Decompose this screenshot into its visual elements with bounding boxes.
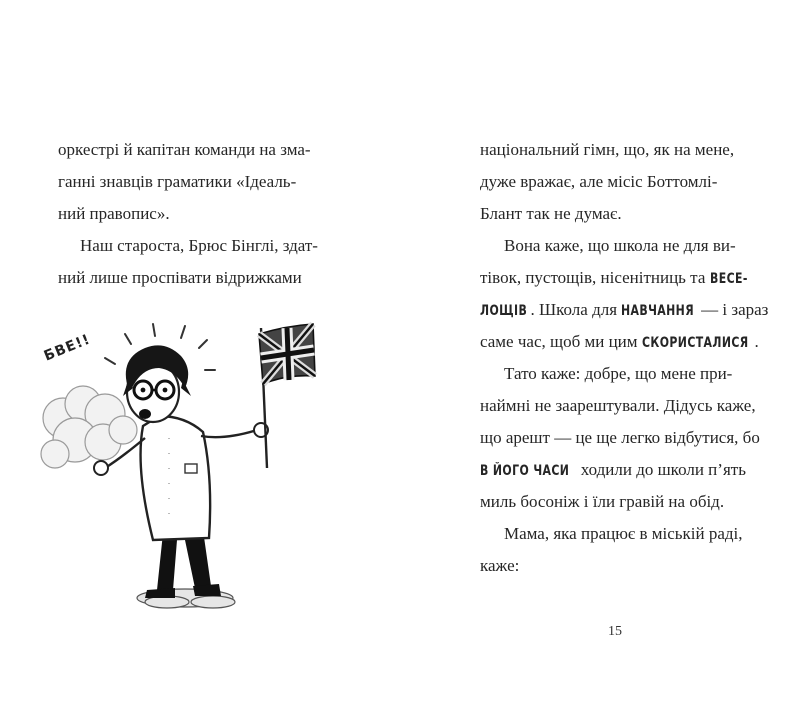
burp-sound-label: БВЕ!! bbox=[41, 331, 93, 365]
emphasis-word: ВЕСЕ- bbox=[709, 271, 748, 287]
text-line: миль босоніж і їли гравій на обід. bbox=[480, 492, 725, 511]
right-page bbox=[400, 0, 800, 710]
text-line: Блант так не думає. bbox=[480, 204, 622, 223]
boy-with-flag-drawing bbox=[35, 318, 335, 618]
emphasis-word: В ЙОГО ЧАСИ bbox=[480, 463, 570, 479]
emphasis-word: СКОРИСТАЛИСЯ bbox=[641, 335, 749, 351]
text-line: саме час, щоб ми цим СКОРИСТАЛИСЯ . bbox=[480, 332, 759, 351]
text-line: ЛОЩІВ . Школа для НАВЧАННЯ — і зараз bbox=[480, 300, 769, 319]
text-line: В ЙОГО ЧАСИ ходили до школи п’ять bbox=[480, 460, 746, 479]
text-line: тівок, пустощів, нісенітниць та ВЕСЕ- bbox=[480, 268, 748, 287]
text-line: Тато каже: добре, що мене при- bbox=[504, 364, 733, 383]
text-line: ний правопис». bbox=[58, 204, 170, 223]
text-line: каже: bbox=[480, 556, 520, 575]
illustration-burping-boy bbox=[35, 318, 335, 623]
text-line: дуже вражає, але місіс Боттомлі- bbox=[480, 172, 718, 191]
text-line: національний гімн, що, як на мене, bbox=[480, 140, 735, 159]
text-line: наймні не заарештували. Дідусь каже, bbox=[480, 396, 756, 415]
text-line: Мама, яка працює в міській раді, bbox=[504, 524, 743, 543]
union-flag-icon bbox=[259, 324, 315, 384]
text-line: оркестрі й капітан команди на зма- bbox=[58, 140, 311, 159]
text-line: ганні знавців граматики «Ідеаль- bbox=[58, 172, 297, 191]
text-line: Вона каже, що школа не для ви- bbox=[504, 236, 736, 255]
page-number: 15 bbox=[608, 624, 622, 639]
emphasis-word: НАВЧАННЯ bbox=[621, 303, 695, 319]
text-line: що арешт — це ще легко відбутися, бо bbox=[480, 428, 760, 447]
text-line: ний лише проспівати відрижками bbox=[58, 268, 302, 287]
text-line: Наш староста, Брюс Бінглі, здат- bbox=[80, 236, 318, 255]
emphasis-word: ЛОЩІВ bbox=[480, 303, 528, 319]
